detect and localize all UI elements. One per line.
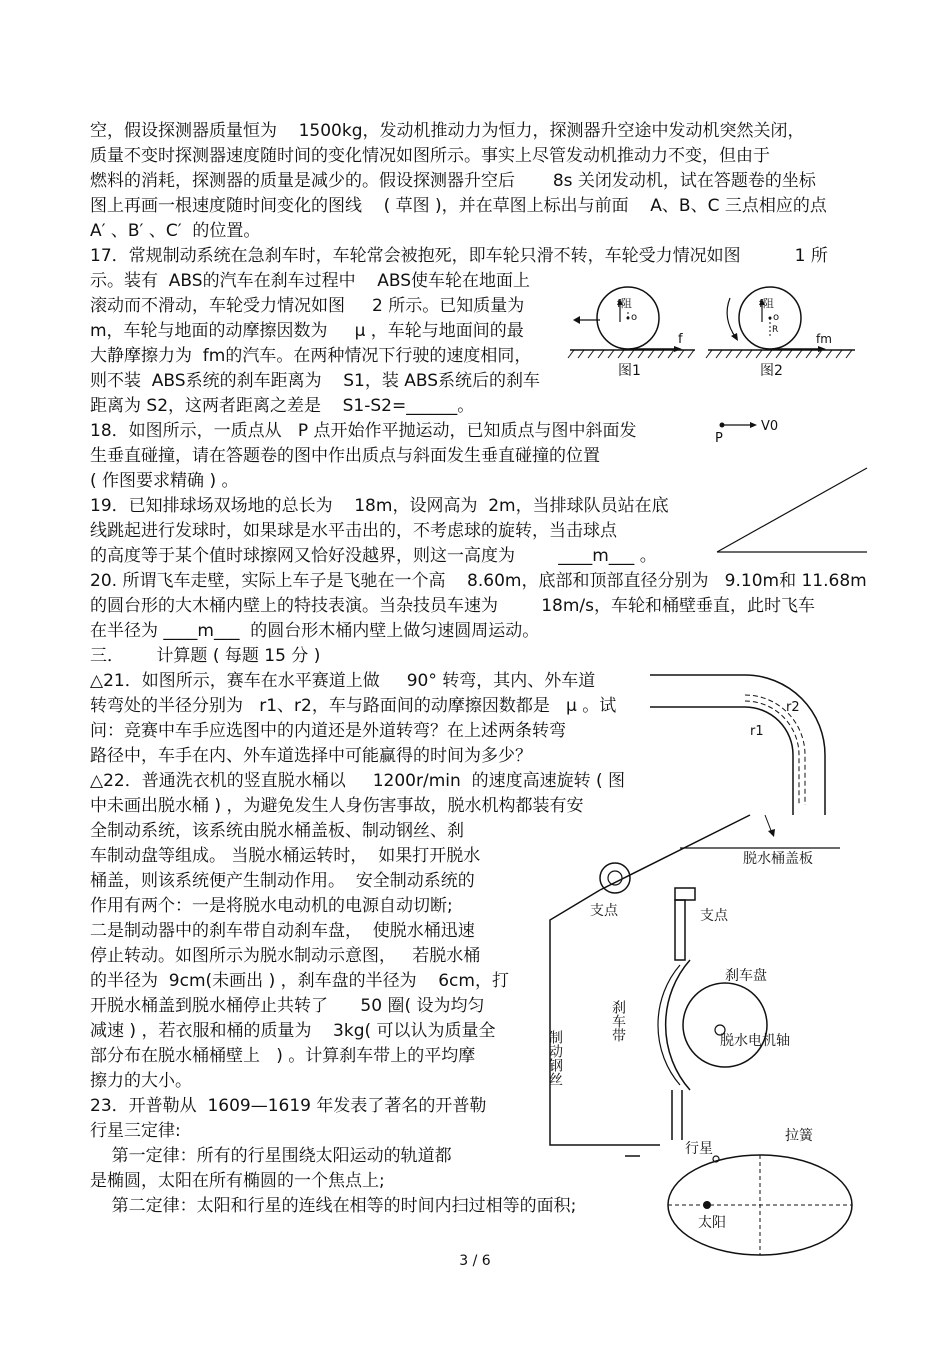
question-22-line: 车制动盘等组成。 当脱水桶运转时， 如果打开脱水 [90,846,481,866]
projectile-slope-figure [705,410,875,560]
question-22-line: 擦力的大小。 [90,1071,192,1091]
motor-shaft-label: 脱水电机轴 [720,1033,790,1049]
question-22-line: 二是制动器中的刹车带自动刹车盘， 使脱水桶迅速 [90,921,475,941]
question-22-line: 桶盖，则该系统便产生制动作用。 安全制动系统的 [90,871,475,891]
question-23-line: 第一定律：所有的行星围绕太阳运动的轨道都 [90,1146,452,1166]
planet-label: 行星 [685,1141,713,1157]
text-line: 燃料的消耗，探测器的质量是减少的。假设探测器升空后 8s 关闭发动机，试在答题卷的坐标 [90,171,816,191]
brake-disc-label: 刹车盘 [725,968,767,984]
question-18-line: 生垂直碰撞，请在答题卷的图中作出质点与斜面发生垂直碰撞的位置 [90,446,600,466]
question-22-line: 开脱水桶盖到脱水桶停止共转了 50 圈( 设为均匀 [90,996,485,1016]
text-line: 图上再画一根速度随时间变化的图线 ( 草图 )，并在草图上标出与前面 A、B、C 三点相应的点 [90,196,827,216]
text-line: 质量不变时探测器速度随时间的变化情况如图所示。事实上尽管发动机推动力不变，但由于 [90,146,770,166]
question-17-line: 17．常规制动系统在急刹车时，车轮常会被抱死，即车轮只滑不转，车轮受力情况如图 1 所 [90,246,828,266]
question-20-line: 的圆台形的大木桶内壁上的特技表演。当杂技员车速为 18m/s，车轮和桶壁垂直，此时飞车 [90,596,816,616]
pivot-left-label: 支点 [590,903,618,919]
fig1-caption: 图1 [618,363,641,379]
question-22-line: 作用有两个：一是将脱水电动机的电源自动切断; [90,896,453,916]
question-17-line: m，车轮与地面的动摩擦因数为 μ ，车轮与地面间的最 [90,321,524,341]
friction-f-label: f [678,332,683,347]
spring-label: 拉簧 [785,1128,813,1144]
outer-radius-label: r2 [786,700,800,715]
pivot-right-label: 支点 [700,908,728,924]
question-19-line: 线跳起进行发球时，如果球是水平击出的，不考虑球的旋转，当击球点 [90,521,617,541]
velocity-v0-label: V0 [761,419,779,434]
question-23-line: 第二定律：太阳和行星的连线在相等的时间内扫过相等的面积; [90,1196,577,1216]
question-23-line: 行星三定律: [90,1121,181,1141]
f-resist-label: f阻 [617,297,632,310]
question-17-line: 示。装有 ABS的汽车在刹车过程中 ABS使车轮在地面上 [90,271,530,291]
question-21-line: 转弯处的半径分别为 r1、r2，车与路面间的动摩擦因数都是 μ 。试 [90,696,617,716]
spin-brake-figure [540,800,860,1160]
text-line: A′ 、B′ 、C′ 的位置。 [90,221,261,241]
inner-radius-label: r1 [750,724,764,739]
question-22-line: 中未画出脱水桶 ) ，为避免发生人身伤害事故，脱水机构都装有安 [90,796,584,816]
wheel-figures [560,280,860,385]
question-22-line: 部分布在脱水桶桶壁上 ) 。计算刹车带上的平均摩 [90,1046,476,1066]
lid-label: 脱水桶盖板 [743,851,813,867]
question-22-line: 停止转动。如图所示为脱水制动示意图， 若脱水桶 [90,946,481,966]
question-21-line: 问：竞赛中车手应选图中的内道还是外道转弯？在上述两条转弯 [90,721,566,741]
question-17-line: 则不装 ABS系统的刹车距离为 S1，装 ABS系统后的刹车 [90,371,541,391]
question-17-line: 滚动而不滑动，车轮受力情况如图 2 所示。已知质量为 [90,296,525,316]
question-20-line: 20. 所谓飞车走壁，实际上车子是飞驰在一个高 8.60m，底部和顶部直径分别为 9.10m和 11.68m [90,571,867,591]
question-17-line: 大静摩擦力为 fm的汽车。在两种情况下行驶的速度相同， [90,346,532,366]
center-o-label: o [631,312,638,323]
question-21-line: 路径中，车手在内、外车道选择中可能赢得的时间为多少？ [90,746,532,766]
max-friction-label: fm [816,332,832,346]
sun-label: 太阳 [698,1215,726,1231]
question-18-line: ( 作图要求精确 ) 。 [90,471,239,491]
f-resist-label-2: f阻 [759,297,774,310]
question-22-line: 的半径为 9cm(未画出 ) ，刹车盘的半径为 6cm，打 [90,971,509,991]
point-p-label: P [715,431,723,446]
question-22-line: 减速 ) ，若衣服和桶的质量为 3kg( 可以认为质量全 [90,1021,496,1041]
question-20-line: 在半径为 ____m___ 的圆台形木桶内壁上做匀速圆周运动。 [90,621,540,641]
brake-band-label: 刹车带 [610,1000,626,1042]
question-22-line: 全制动系统，该系统由脱水桶盖板、制动钢丝、刹 [90,821,464,841]
page-number: 3 / 6 [459,1253,491,1269]
center-o-label-2: o [773,312,780,323]
orbit-figure [660,1135,860,1260]
question-21-line: △21．如图所示，赛车在水平赛道上做 90° 转弯，其内、外车道 [90,671,596,691]
question-19-line: 19．已知排球场双场地的总长为 18m，设网高为 2m，当排球队员站在底 [90,496,669,516]
question-17-line: 距离为 S2，这两者距离之差是 S1-S2=______。 [90,396,475,416]
section-heading: 三． 计算题 ( 每题 15 分 ) [90,646,321,666]
question-19-line: 的高度等于某个值时球擦网又恰好没越界，则这一高度为 ____m___ 。 [90,546,657,566]
radius-r-label: R [772,325,779,335]
question-23-line: 是椭圆，太阳在所有椭圆的一个焦点上; [90,1171,385,1191]
question-23-line: 23．开普勒从 1609—1619 年发表了著名的开普勒 [90,1096,487,1116]
question-18-line: 18．如图所示，一质点从 P 点开始作平抛运动，已知质点与图中斜面发 [90,421,637,441]
question-22-line: △22．普通洗衣机的竖直脱水桶以 1200r/min 的速度高速旋转 ( 图 [90,771,626,791]
steel-wire-label: 制动钢丝 [547,1030,563,1086]
text-line: 空，假设探测器质量恒为 1500kg，发动机推动力为恒力，探测器升空途中发动机突然关闭， [90,121,805,141]
fig2-caption: 图2 [760,363,783,379]
